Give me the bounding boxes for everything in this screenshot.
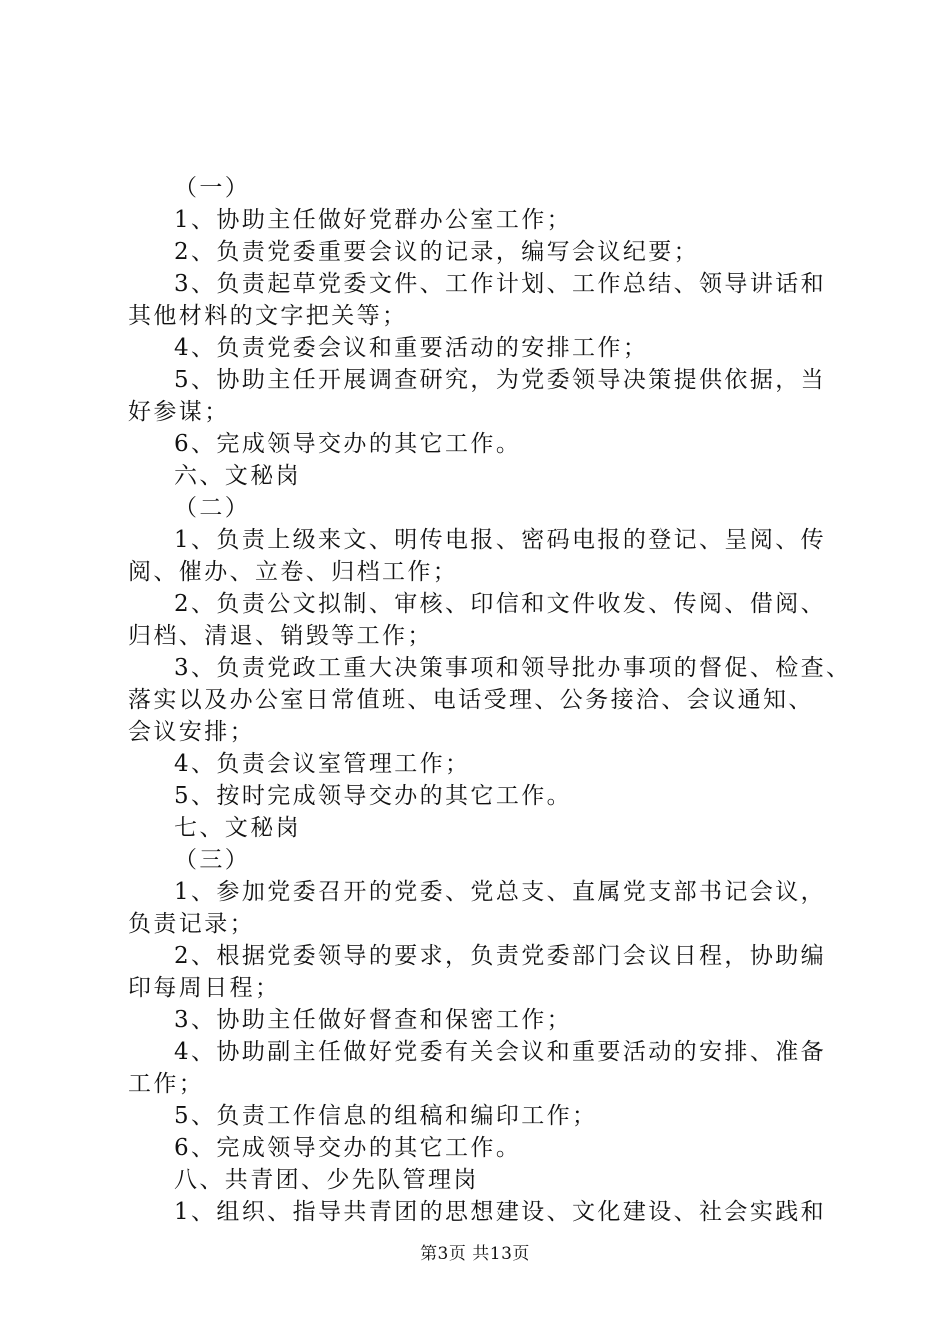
- text-line: 5、负责工作信息的组稿和编印工作；: [174, 1103, 598, 1129]
- text-line: 4、负责党委会议和重要活动的安排工作；: [174, 335, 649, 361]
- text-line: 负责记录；: [128, 911, 255, 937]
- text-line: 六、文秘岗: [174, 463, 301, 489]
- text-line: 2、负责公文拟制、审核、印信和文件收发、传阅、借阅、: [174, 591, 827, 617]
- text-line: 七、文秘岗: [174, 815, 301, 841]
- page-footer: 第3页 共13页: [420, 1244, 530, 1264]
- text-line: 4、协助副主任做好党委有关会议和重要活动的安排、准备: [174, 1039, 827, 1065]
- text-line: 其他材料的文字把关等；: [128, 303, 408, 329]
- text-line: 5、按时完成领导交办的其它工作。: [174, 783, 573, 809]
- text-line: 3、负责党政工重大决策事项和领导批办事项的督促、检查、: [174, 655, 852, 681]
- text-line: 3、协助主任做好督查和保密工作；: [174, 1007, 573, 1033]
- text-line: 1、协助主任做好党群办公室工作；: [174, 207, 573, 233]
- text-line: 1、参加党委召开的党委、党总支、直属党支部书记会议，: [174, 879, 827, 905]
- text-line: （二）: [174, 495, 251, 521]
- text-line: 5、协助主任开展调查研究，为党委领导决策提供依据，当: [174, 367, 827, 393]
- text-line: 2、根据党委领导的要求，负责党委部门会议日程，协助编: [174, 943, 827, 969]
- text-line: 4、负责会议室管理工作；: [174, 751, 471, 777]
- text-line: 6、完成领导交办的其它工作。: [174, 1135, 522, 1161]
- text-line: 落实以及办公室日常值班、电话受理、公务接洽、会议通知、: [128, 687, 814, 713]
- text-line: 会议安排；: [128, 719, 255, 745]
- text-line: 2、负责党委重要会议的记录，编写会议纪要；: [174, 239, 700, 265]
- text-line: 工作；: [128, 1071, 205, 1097]
- text-line: （一）: [174, 175, 251, 201]
- text-line: 八、共青团、少先队管理岗: [174, 1167, 479, 1193]
- text-line: 印每周日程；: [128, 975, 281, 1001]
- text-line: 归档、清退、销毁等工作；: [128, 623, 433, 649]
- text-line: 6、完成领导交办的其它工作。: [174, 431, 522, 457]
- text-line: （三）: [174, 847, 251, 873]
- text-line: 1、负责上级来文、明传电报、密码电报的登记、呈阅、传: [174, 527, 827, 553]
- document-body: [128, 172, 852, 1228]
- text-line: 阅、催办、立卷、归档工作；: [128, 559, 459, 585]
- text-line: 好参谋；: [128, 399, 230, 425]
- text-line: 3、负责起草党委文件、工作计划、工作总结、领导讲话和: [174, 271, 827, 297]
- text-line: 1、组织、指导共青团的思想建设、文化建设、社会实践和: [174, 1199, 827, 1225]
